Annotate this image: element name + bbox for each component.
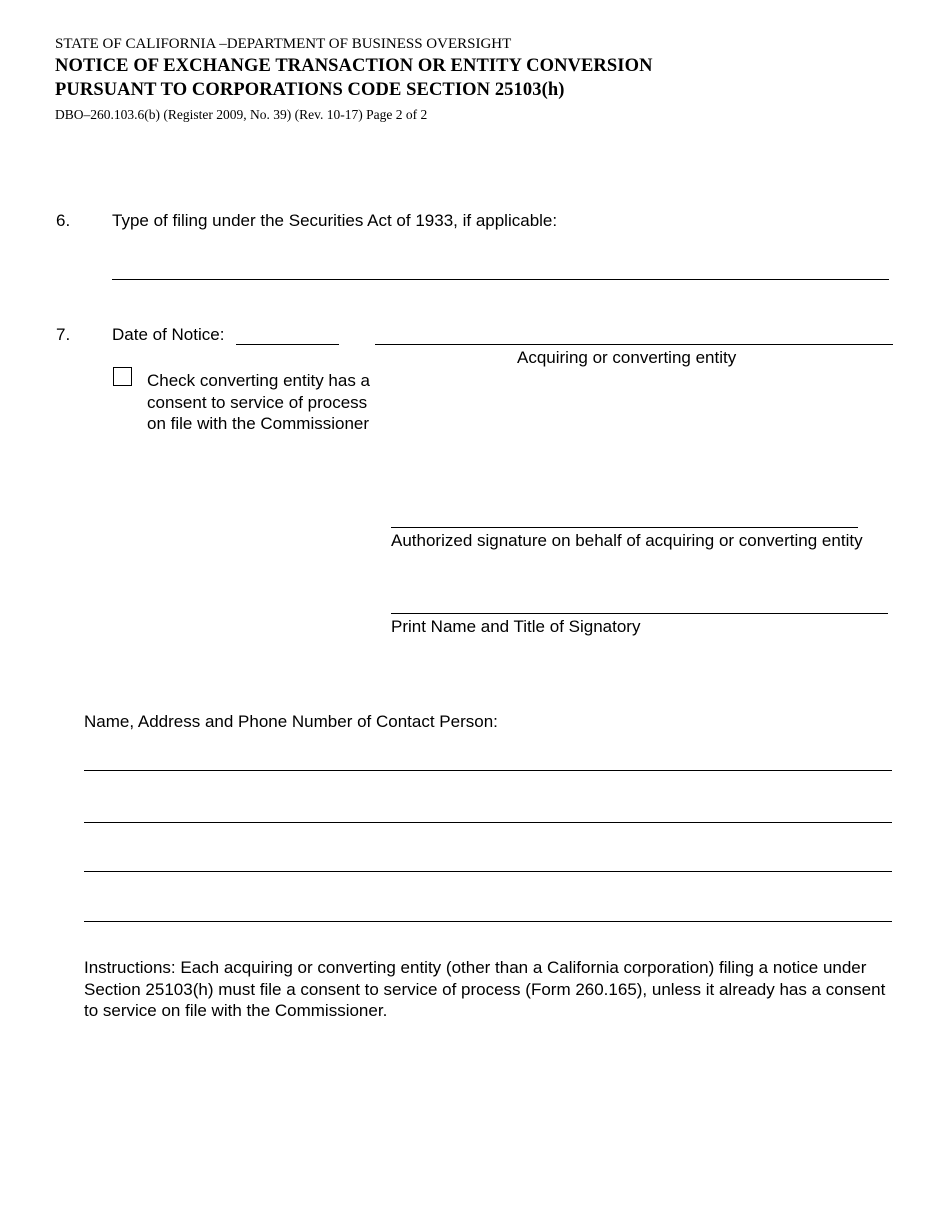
- form-title-line-2: PURSUANT TO CORPORATIONS CODE SECTION 25103(h): [55, 80, 565, 100]
- form-number: DBO–260.103.6(b) (Register 2009, No. 39) (Rev. 10-17) Page 2 of 2: [55, 107, 428, 122]
- authorized-signature-field[interactable]: [391, 527, 858, 528]
- date-of-notice-field[interactable]: [236, 344, 339, 345]
- contact-person-label: Name, Address and Phone Number of Contact Person:: [84, 712, 498, 731]
- item-7-number: 7.: [56, 325, 71, 344]
- date-of-notice-label: Date of Notice:: [112, 325, 225, 344]
- acquiring-entity-field[interactable]: [375, 344, 893, 345]
- consent-on-file-label: Check converting entity has a consent to service of process on file with the Commissioner: [147, 371, 371, 433]
- print-name-title-field[interactable]: [391, 613, 888, 614]
- contact-line-4[interactable]: [84, 921, 892, 922]
- instructions-text: Instructions: Each acquiring or converting entity (other than a California corporation) filing a notice under Section 25103(h) must file a consent to service of process (Form 260.165), unless it already has a consent to service on file with the Commissioner.: [84, 958, 886, 1020]
- securities-filing-type-field[interactable]: [112, 279, 889, 280]
- agency-name: STATE OF CALIFORNIA –DEPARTMENT OF BUSINESS OVERSIGHT: [55, 36, 512, 52]
- contact-line-1[interactable]: [84, 770, 892, 771]
- contact-line-3[interactable]: [84, 871, 892, 872]
- contact-line-2[interactable]: [84, 822, 892, 823]
- item-6-number: 6.: [56, 211, 71, 230]
- acquiring-entity-caption: Acquiring or converting entity: [517, 348, 737, 367]
- form-title-line-1: NOTICE OF EXCHANGE TRANSACTION OR ENTITY CONVERSION: [55, 56, 653, 76]
- consent-on-file-checkbox[interactable]: [113, 367, 132, 386]
- print-name-title-caption: Print Name and Title of Signatory: [391, 617, 641, 636]
- authorized-signature-caption: Authorized signature on behalf of acquiring or converting entity: [391, 531, 863, 550]
- item-6-label: Type of filing under the Securities Act of 1933, if applicable:: [112, 211, 558, 230]
